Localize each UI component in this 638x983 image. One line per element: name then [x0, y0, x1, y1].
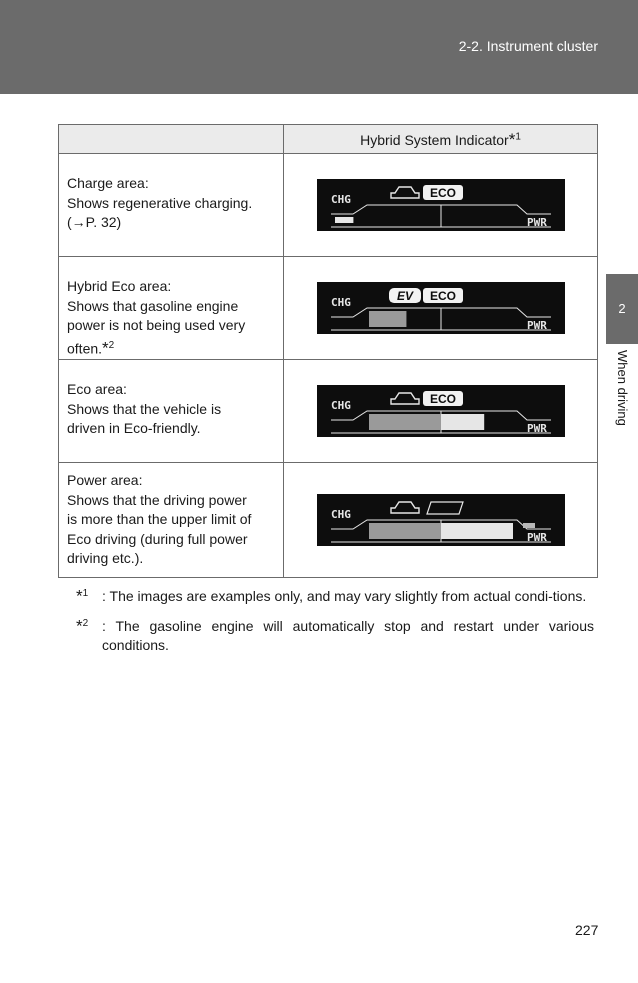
gauge-cell — [284, 154, 598, 257]
column-header — [284, 125, 598, 154]
desc-line: Shows regenerative charging. — [67, 194, 253, 211]
indicator-table — [58, 124, 598, 578]
table-row — [59, 154, 598, 257]
column-header-note: 1 — [515, 130, 521, 142]
desc-line: Shows that the driving power — [67, 491, 247, 508]
footnote-text: : The gasoline engine will automatically stop and restart under various conditions. — [102, 617, 594, 653]
row-description — [59, 257, 284, 360]
gauge-cell — [284, 360, 598, 463]
chapter-tab-number: 2 — [606, 274, 638, 344]
pwr-fill — [523, 523, 535, 528]
footnotes — [76, 587, 594, 666]
hybrid-indicator-gauge — [317, 385, 565, 437]
row-description — [59, 463, 284, 578]
table-row — [59, 463, 598, 578]
row-note: 2 — [108, 339, 115, 351]
eco-label: ECO — [429, 289, 456, 303]
gauge-cell — [284, 257, 598, 360]
chg-label: CHG — [330, 508, 351, 521]
gauge-fill-dark — [369, 523, 441, 539]
row-description — [59, 360, 284, 463]
footnote-number: 1 — [82, 588, 89, 599]
table-header-row — [59, 125, 598, 154]
footnote-marker — [76, 614, 88, 637]
empty-header-cell — [59, 125, 284, 154]
desc-line — [67, 336, 275, 359]
page-header — [0, 0, 638, 94]
footnote-star: * — [76, 586, 83, 606]
hybrid-indicator-gauge — [317, 494, 565, 546]
page-number: 227 — [575, 922, 599, 938]
footnote-star: * — [508, 129, 516, 149]
table-row — [59, 257, 598, 360]
hybrid-indicator-gauge — [317, 179, 565, 231]
chapter-tab-label: When driving — [615, 350, 630, 426]
footnote-star: * — [102, 338, 109, 358]
footnote-item — [76, 617, 594, 656]
section-title: 2-2. Instrument cluster — [458, 38, 598, 54]
chg-label: CHG — [330, 399, 351, 412]
footnote-item — [76, 587, 594, 607]
desc-line: Eco driving (during full power — [67, 530, 248, 547]
desc-line-text: often. — [67, 340, 103, 357]
gauge-fill-dark — [369, 414, 441, 430]
column-header-text: Hybrid System Indicator — [360, 131, 509, 148]
desc-line: Shows that the vehicle is — [67, 400, 222, 417]
desc-line: driving etc.). — [67, 550, 144, 566]
pwr-label: PWR — [526, 319, 547, 332]
eco-label: ECO — [429, 392, 456, 406]
gauge-cell — [284, 463, 598, 578]
gauge-fill-dark — [369, 311, 406, 327]
gauge-fill-light — [441, 414, 484, 430]
table-row — [59, 360, 598, 463]
desc-line: Eco area: — [67, 381, 127, 397]
chg-label: CHG — [330, 193, 351, 206]
footnote-number: 2 — [82, 617, 89, 629]
desc-line: Shows that gasoline engine — [67, 297, 239, 314]
desc-line: is more than the upper limit of — [67, 511, 252, 527]
ev-label: EV — [396, 289, 413, 303]
pwr-label: PWR — [526, 216, 547, 229]
footnote-marker — [76, 584, 88, 607]
desc-line: Charge area: — [67, 175, 149, 191]
chg-fill — [335, 217, 353, 223]
desc-line: power is not being used very — [67, 317, 246, 333]
hybrid-indicator-gauge — [317, 282, 565, 334]
desc-line: (→P. 32) — [67, 214, 122, 230]
chg-label: CHG — [330, 296, 351, 309]
desc-line: Hybrid Eco area: — [67, 278, 172, 294]
footnote-star: * — [76, 616, 83, 636]
eco-label: ECO — [429, 186, 456, 200]
pwr-label: PWR — [526, 531, 547, 544]
desc-line: Power area: — [67, 472, 143, 488]
pwr-label: PWR — [526, 422, 547, 435]
desc-line: driven in Eco-friendly. — [67, 420, 201, 436]
gauge-fill-light — [441, 523, 513, 539]
footnote-text: : The images are examples only, and may vary slightly from actual condi-tions. — [102, 588, 587, 604]
row-description — [59, 154, 284, 257]
